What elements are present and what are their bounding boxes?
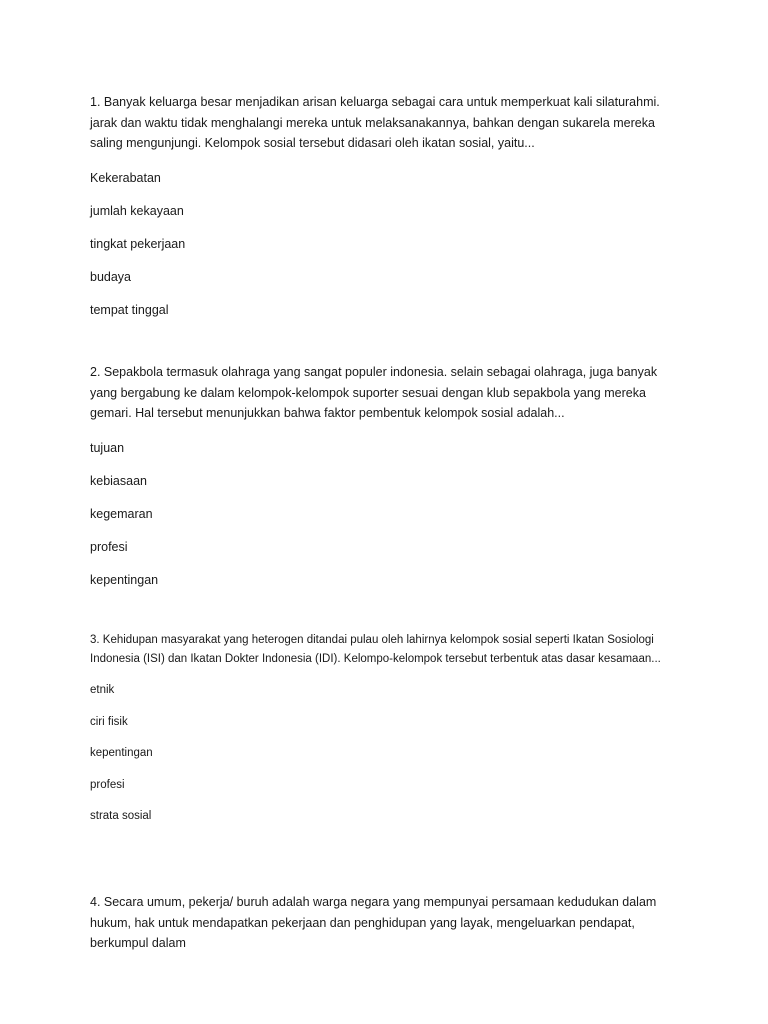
question-4-text: 4. Secara umum, pekerja/ buruh adalah warga negara yang mempunyai persamaan kedudukan dalam hukum, hak untuk mendapatkan pekerjaan dan penghidupan yang layak, mengeluarkan pendapat, berkumpul dalam xyxy=(90,895,657,950)
question-1-option: Kekerabatan xyxy=(90,170,161,185)
question-2-option: kegemaran xyxy=(90,506,153,521)
question-2-options xyxy=(90,432,680,597)
question-4 xyxy=(90,892,680,954)
question-3 xyxy=(90,631,680,833)
question-3-option: etnik xyxy=(90,684,115,696)
question-2-option: kebiasaan xyxy=(90,473,147,488)
question-1-option: jumlah kekayaan xyxy=(90,203,184,218)
question-1-option: budaya xyxy=(90,269,132,284)
question-2-option: tujuan xyxy=(90,440,125,455)
question-3-option: profesi xyxy=(90,778,125,791)
question-2-option: profesi xyxy=(90,539,128,554)
question-1-option: tingkat pekerjaan xyxy=(90,236,186,251)
question-3-option: kepentingan xyxy=(90,747,153,759)
question-3-options xyxy=(90,675,680,833)
question-2-option: kepentingan xyxy=(90,572,159,587)
question-2-text: 2. Sepakbola termasuk olahraga yang sangat populer indonesia. selain sebagai olahraga, juga banyak yang bergabung ke dalam kelompok-kelompok suporter sesuai dengan klub sepakbola yang mereka gemari. Hal tersebut menunjukkan bahwa faktor pembentuk kelompok sosial adalah... xyxy=(90,365,658,420)
question-3-option: strata sosial xyxy=(90,810,152,822)
question-1 xyxy=(90,92,680,327)
question-1-text: 1. Banyak keluarga besar menjadikan arisan keluarga sebagai cara untuk memperkuat kali silaturahmi. jarak dan waktu tidak menghalangi mereka untuk melaksanakannya, bahkan dengan sukarela mereka saling mengunjungi. Kelompok sosial tersebut didasari oleh ikatan sosial, yaitu... xyxy=(90,95,660,150)
question-1-options xyxy=(90,162,680,327)
question-2 xyxy=(90,362,680,597)
question-3-option: ciri fisik xyxy=(90,715,128,728)
question-3-text: 3. Kehidupan masyarakat yang heterogen ditandai pulau oleh lahirnya kelompok sosial seperti Ikatan Sosiologi Indonesia (ISI) dan Ikatan Dokter Indonesia (IDI). Kelompo-kelompok tersebut terbentuk atas dasar kesamaan... xyxy=(90,634,661,665)
question-1-option: tempat tinggal xyxy=(90,302,169,317)
